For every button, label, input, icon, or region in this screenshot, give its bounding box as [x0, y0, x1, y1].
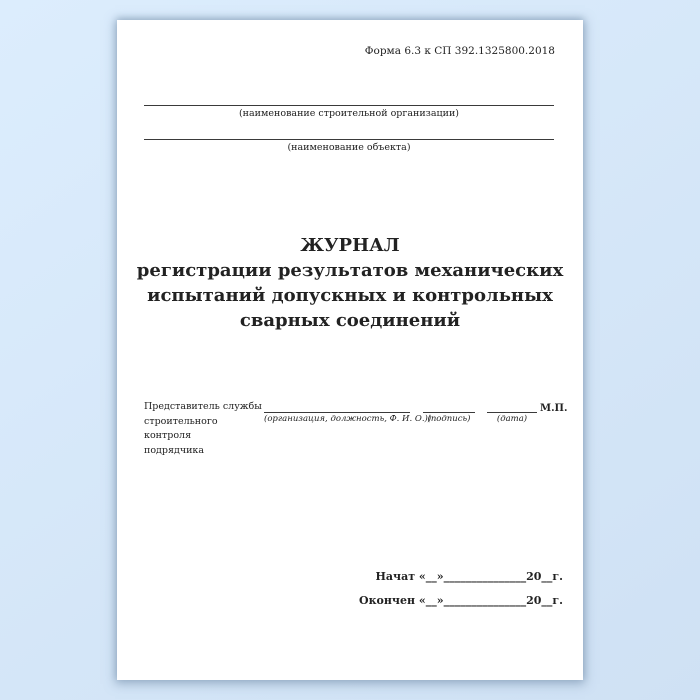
title-line-1: ЖУРНАЛ	[300, 235, 400, 256]
org-name-blank-line	[144, 93, 554, 106]
organization-signature-field	[264, 400, 432, 424]
signature-field-caption: (подпись)	[427, 414, 471, 424]
organization-blank-line	[264, 400, 410, 413]
representative-role-label	[144, 400, 262, 458]
representative-role-line-2: строительного контроля	[144, 415, 218, 441]
title-line-4: сварных соединений	[239, 310, 461, 331]
journal-dates-block	[359, 571, 563, 607]
date-field-caption: (дата)	[496, 414, 528, 424]
document-page	[117, 20, 583, 680]
object-name-blank-line	[144, 127, 554, 140]
form-reference: Форма 6.3 к СП 392.1325800.2018	[364, 45, 555, 57]
signature-blank-line	[423, 400, 475, 413]
signature-field	[423, 400, 475, 424]
seal-placeholder: М.П.	[540, 403, 568, 414]
representative-fields	[264, 400, 567, 424]
date-started-row: Начат «__»_______________20__г.	[375, 570, 563, 583]
date-field	[487, 400, 537, 424]
org-name-field	[144, 93, 554, 119]
title-line-3: испытаний допускных и контрольных	[147, 285, 553, 306]
org-name-caption: (наименование строительной организации)	[238, 108, 460, 119]
title-line-2: регистрации результатов механических	[136, 260, 564, 281]
object-name-caption: (наименование объекта)	[287, 142, 411, 153]
organization-field-caption: (организация, должность, Ф. И. О.))	[264, 414, 432, 424]
object-name-field	[144, 127, 554, 153]
representative-role-line-1: Представитель службы	[144, 401, 262, 412]
representative-signature-block	[144, 400, 568, 458]
representative-role-line-3: подрядчика	[144, 444, 205, 456]
document-title	[117, 233, 583, 333]
date-blank-line	[487, 400, 537, 413]
date-finished-row: Окончен «__»_______________20__г.	[359, 594, 563, 607]
